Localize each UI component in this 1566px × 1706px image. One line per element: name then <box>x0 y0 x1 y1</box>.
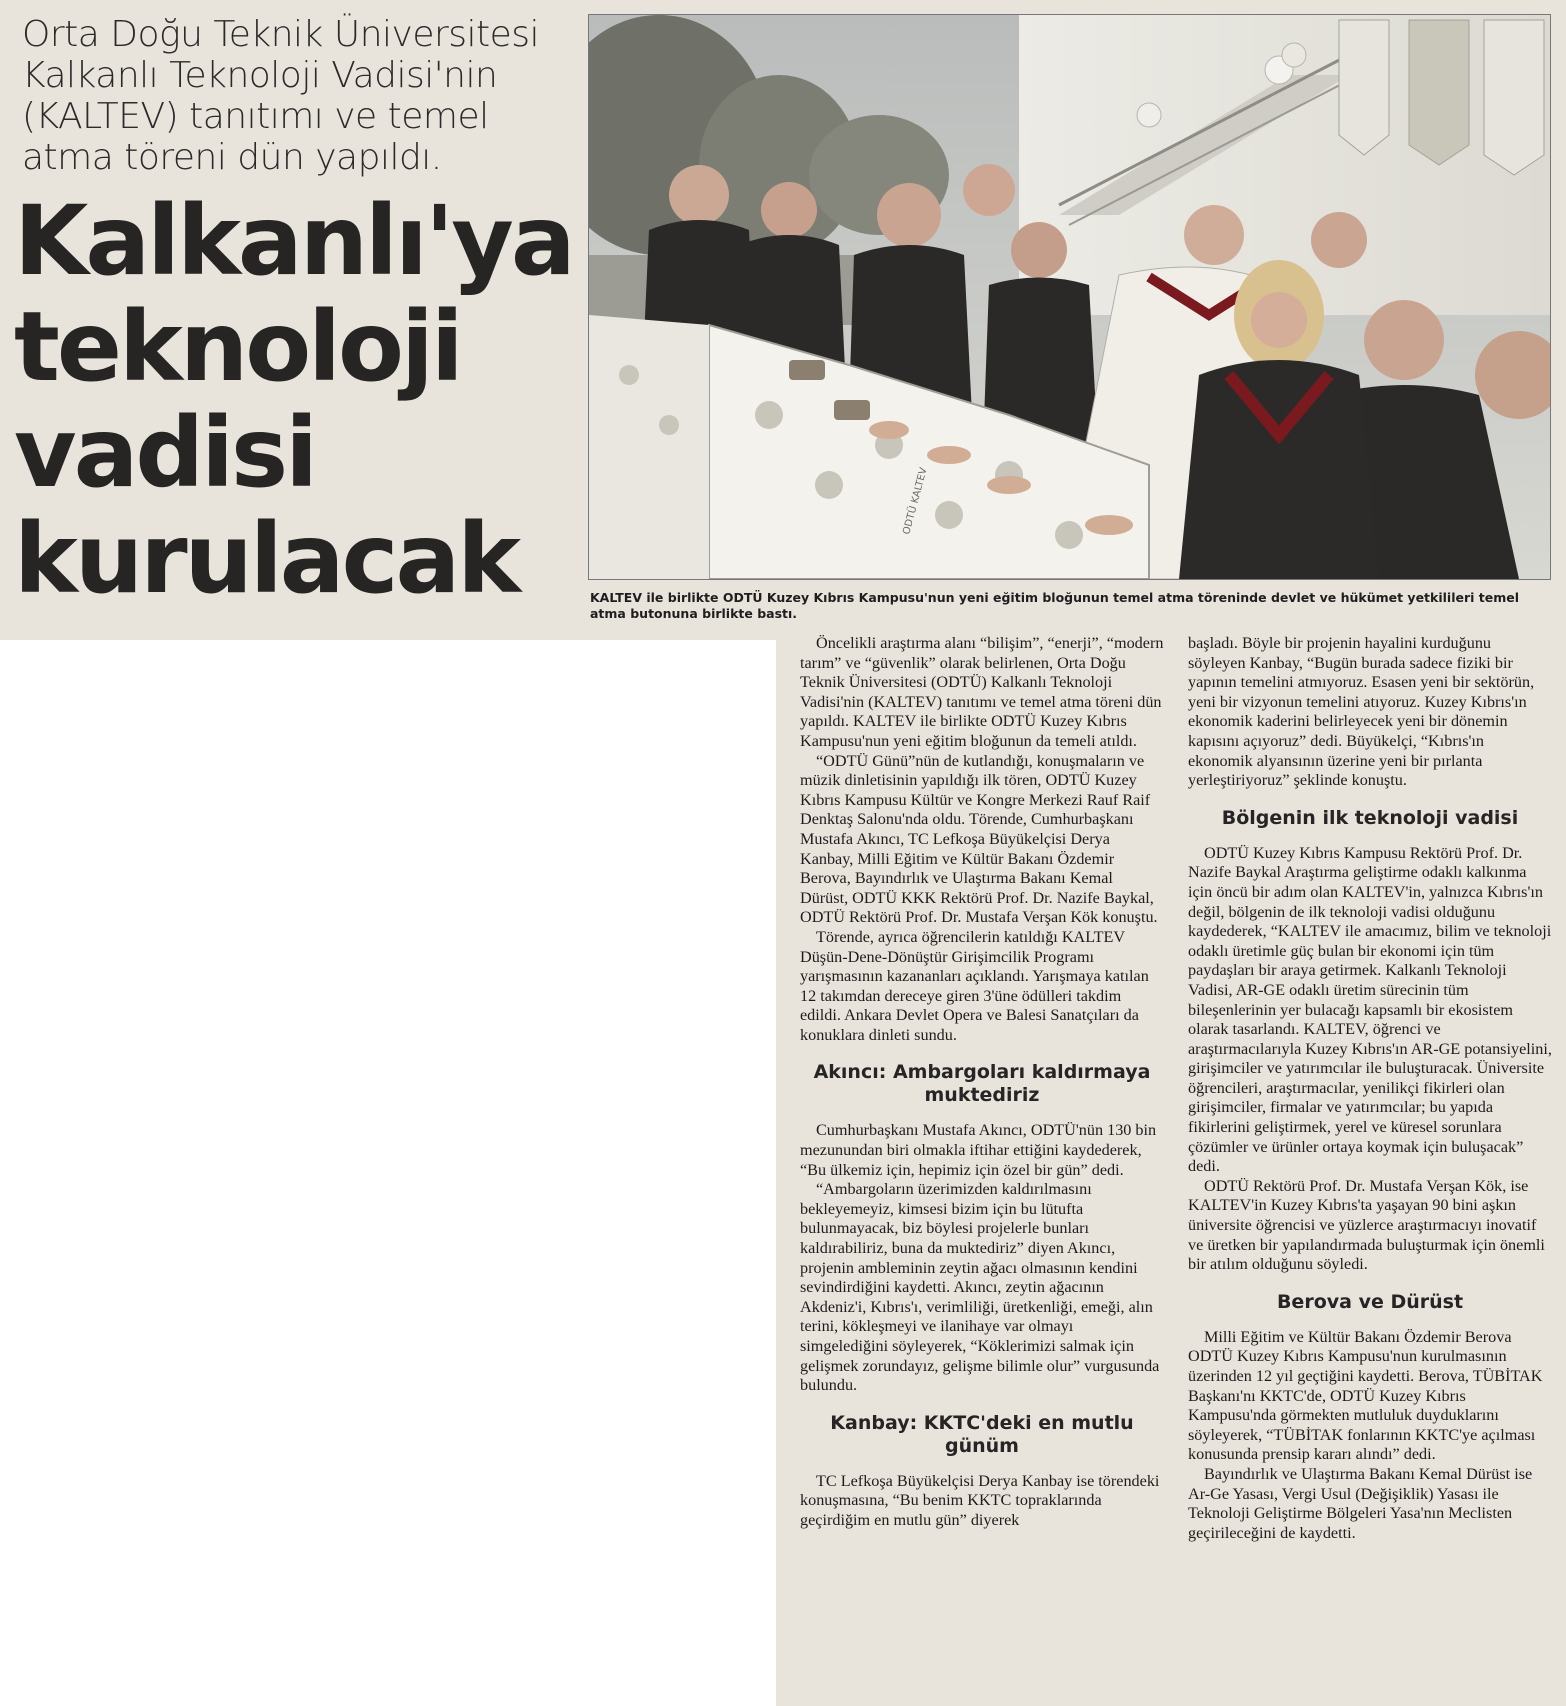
intro-paragraph: “ODTÜ Günü”nün de kutlandığı, konuşmaların ve müzik dinletisinin yapıldığı ilk tören, ODTÜ Kuzey Kıbrıs Kampusu Kültür ve Kongre Merkezi Rauf Raif Denktaş Salonu'nda oldu. Törende, Cumhurbaşkanı Mustafa Akıncı, TC Lefkoşa Büyükelçisi Derya Kanbay, Milli Eğitim ve Kültür Bakanı Özdemir Berova, Bayındırlık ve Ulaştırma Bakanı Kemal Dürüst, ODTÜ KKK Rektörü Prof. Dr. Nazife Baykal, ODTÜ Rektörü Prof. Dr. Mustafa Verşan Kök konuştu. <box>800 751 1158 927</box>
berova-paragraph: Bayındırlık ve Ulaştırma Bakanı Kemal Dürüst ise Ar-Ge Yasası, Vergi Usul (Değişiklik) Yasası ile Teknoloji Geliştirme Bölgeleri Yasa'nın Meclisten geçirileceğini de kaydetti. <box>1188 1464 1533 1542</box>
section-heading-bolge: Bölgenin ilk teknoloji vadisi <box>1221 806 1519 829</box>
article-kicker: Orta Doğu Teknik Üniversitesi Kalkanlı Teknoloji Vadisi'nin (KALTEV) tanıtımı ve temel atma töreni dün yapıldı. <box>22 14 540 178</box>
article-column-1 <box>800 634 1164 1531</box>
photo-banner-text: ODTÜ KALTEV <box>901 466 930 536</box>
section-heading-akinci: Akıncı: Ambargoları kaldırmaya muktediriz <box>813 1061 1151 1107</box>
section-heading-berova: Berova ve Dürüst <box>1276 1290 1464 1313</box>
section-heading-kanbay: Kanbay: KKTC'deki en mutlu günüm <box>830 1411 1134 1457</box>
kanbay-continuation: başladı. Böyle bir projenin hayalini kurduğunu söyleyen Kanbay, “Bugün burada sadece fiziki bir yapının temelini atmıyoruz. Esasen yeni bir sektörün, yeni bir vizyonun temelini atıyoruz. Kuzey Kıbrıs'ın ekonomik kaderini belirleyecek yeni bir dönemin kapısını açıyoruz” dedi. Büyükelçi, “Kıbrıs'ın ekonomik alyansının üzerine yeni bir pırlanta yerleştiriyoruz” şeklinde konuştu. <box>1188 634 1535 790</box>
akinci-paragraph: Cumhurbaşkanı Mustafa Akıncı, ODTÜ'nün 130 bin mezunundan biri olmakla iftihar ettiğini kaydederek, “Bu ülkemiz için, hepimiz için özel bir gün” dedi. <box>800 1121 1157 1179</box>
bolge-paragraph: ODTÜ Rektörü Prof. Dr. Mustafa Verşan Kök, ise KALTEV'in Kuzey Kıbrıs'ta yaşayan 90 bini aşkın üniversite öğrencisi ve yüzlerce araştırmacıyı inovatif ve üretken bir yapılandırmada buluşturmak için önemli bir atılım olduğunu söyledi. <box>1188 1176 1545 1274</box>
photo-caption: KALTEV ile birlikte ODTÜ Kuzey Kıbrıs Kampusu'nun yeni eğitim bloğunun temel atma töreninde devlet ve hükümet yetkilileri temel atma butonuna birlikte bastı. <box>590 590 1520 621</box>
bolge-paragraph: ODTÜ Kuzey Kıbrıs Kampusu Rektörü Prof. Dr. Nazife Baykal Araştırma geliştirme odaklı kalkınma için öncü bir adım olan KALTEV'in, yalnızca Kıbrıs'ın değil, bölgenin de ilk teknoloji vadisi olduğunu kaydederek, “KALTEV ile amacımız, bilim ve teknoloji odaklı üretimle güç bulan bir ekonomi için tüm paydaşları bir araya getirmek. Kalkanlı Teknoloji Vadisi, AR-GE odaklı üretim sürecinin tüm bileşenlerinin yer bulacağı kapsamlı bir ekosistem olarak tasarlandı. KALTEV, öğrenci ve araştırmacılarıyla Kuzey Kıbrıs'ın AR-GE potansiyelini, girişimciler ve yatırımcılar ile buluşturacak. Üniversite öğrencileri, araştırmacılar, yenilikçi fikirleri olan girişimciler, firmalar ve yatırımcılar; bu yapıda fikirlerini geliştirmek, yerel ve küresel sorunlara çözümler ve ürünler ortaya koymak için buluşacak” dedi. <box>1188 843 1552 1176</box>
article-photo <box>588 14 1551 580</box>
intro-paragraph: Törende, ayrıca öğrencilerin katıldığı KALTEV Düşün-Dene-Dönüştür Girişimcilik Programı yarışmasının kazananları açıklandı. Yarışmaya katılan 12 takımdan dereceye giren 3'üne ödülleri takdim edildi. Ankara Devlet Opera ve Balesi Sanatçıları da konuklara dinleti sundu. <box>800 927 1149 1044</box>
ceremony-photo-illustration <box>589 15 1550 579</box>
article-column-2 <box>1188 634 1552 1543</box>
kanbay-paragraph: TC Lefkoşa Büyükelçisi Derya Kanbay ise törendeki konuşmasına, “Bu benim KKTC topraklarında geçirdiğim en mutlu gün” diyerek <box>800 1471 1160 1529</box>
akinci-paragraph: “Ambargoların üzerimizden kaldırılmasını bekleyemeyiz, kimsesi bizim için bu lütufta bulunmayacak, biz böylesi projelerle bunları kaldırabiliriz, buna da muktediriz” diyen Akıncı, projenin ambleminin zeytin ağacı olmasının kendini sevindirdiğini kaydetti. Akıncı, zeytin ağacının Akdeniz'i, Kıbrıs'ı, verimliliği, üretkenliği, emeği, alın terini, kökleşmeyi ve ilanihaye var olmayı simgelediğini söyleyerek, “Köklerimizi salmak için gelişmek zorundayız, gelişme bilimle olur” vurgusunda bulundu. <box>800 1180 1160 1395</box>
berova-paragraph: Milli Eğitim ve Kültür Bakanı Özdemir Berova ODTÜ Kuzey Kıbrıs Kampusu'nun kurulmasının üzerinden 12 yıl geçtiğini kaydetti. Berova, TÜBİTAK Başkanı'nı KKTC'de, ODTÜ Kuzey Kıbrıs Kampusu'nda görmekten mutluluk duyduklarını söyleyerek, “TÜBİTAK fonlarının KKTC'ye açılması konusunda prensip kararı alındı” dedi. <box>1188 1327 1543 1464</box>
article-headline: Kalkanlı'ya teknoloji vadisi kurulacak <box>14 185 573 615</box>
intro-paragraph: Öncelikli araştırma alanı “bilişim”, “enerji”, “modern tarım” ve “güvenlik” olarak belirlenen, Orta Doğu Teknik Üniversitesi (ODTÜ) Kalkanlı Teknoloji Vadisi'nin (KALTEV) tanıtımı ve temel atma töreni dün yapıldı. KALTEV ile birlikte ODTÜ Kuzey Kıbrıs Kampusu'nun yeni eğitim bloğunun da temeli atıldı. <box>800 634 1164 750</box>
